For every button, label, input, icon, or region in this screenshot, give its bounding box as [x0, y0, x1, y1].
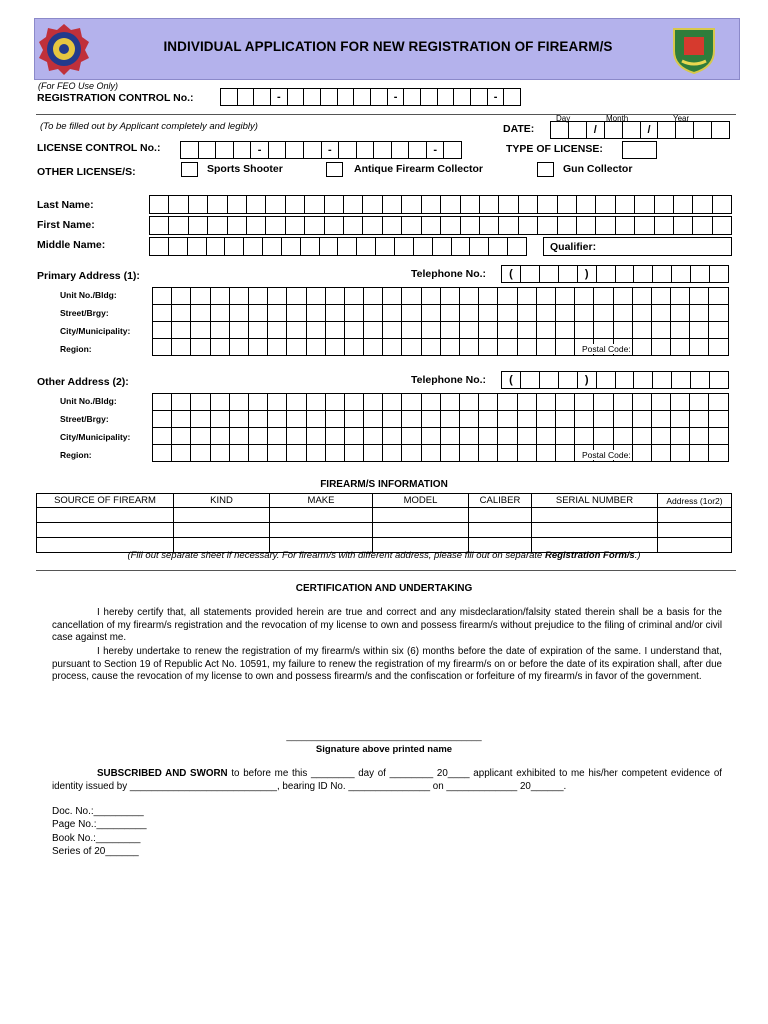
qualifier-field[interactable]: [543, 237, 732, 256]
book-no[interactable]: Book No.:________: [52, 832, 141, 844]
other-telephone-input[interactable]: ( ): [501, 371, 729, 389]
sworn-statement: SUBSCRIBED AND SWORN to before me this ________ day of ________ 20____ applicant exhibited to me his/her competent evidence of identity issued by ___________________________, bearing ID No. _______________ on _____________ 20______.: [52, 768, 722, 792]
notary-block: [52, 805, 147, 858]
signature-line[interactable]: _______________________________________: [286, 731, 482, 741]
other-city-label: City/Municipality:: [60, 432, 131, 442]
firearms-note: (Fill out separate sheet if necessary. For firearm/s with different address, please fill out on separate Registration Form/s.): [127, 550, 641, 561]
address-grid-row[interactable]: [153, 428, 729, 445]
primary-telephone-input[interactable]: ( ): [501, 265, 729, 283]
primary-address-grid[interactable]: [152, 287, 729, 356]
firearms-section-title: FIREARM/S INFORMATION: [320, 479, 448, 490]
address-grid-row[interactable]: [153, 445, 729, 462]
other-street-label: Street/Brgy:: [60, 414, 109, 424]
pnp-seal-icon: [38, 23, 90, 75]
last-name-input[interactable]: [149, 195, 732, 214]
primary-region-label: Region:: [60, 344, 92, 354]
license-control-label: LICENSE CONTROL No.:: [37, 142, 161, 154]
address-grid-row[interactable]: [153, 288, 729, 305]
primary-unit-label: Unit No./Bldg:: [60, 290, 117, 300]
divider: [36, 570, 736, 571]
other-region-label: Region:: [60, 450, 92, 460]
registration-control-input[interactable]: - - -: [220, 88, 521, 106]
qualifier-label: Qualifier:: [550, 241, 597, 253]
other-address-grid[interactable]: [152, 393, 729, 462]
col-address: Address (1or2): [658, 494, 732, 508]
antique-collector-checkbox[interactable]: [326, 162, 343, 177]
type-of-license-input[interactable]: [622, 141, 657, 159]
certification-paragraph-2: I hereby undertake to renew the registration of my firearm/s within six (6) months before the date of expiration of the same. I understand that, pursuant to Section 19 of Republic Act No. 10591, my failure to renew the registration of my firearm/s on or before the date of its expiration shall, after due process, cause the revocation of my license to own and possess firearm/s and the confiscation or forfeiture of my firearm/s in favor of the government.: [52, 646, 722, 683]
col-make: MAKE: [270, 494, 373, 508]
primary-address-label: Primary Address (1):: [37, 270, 140, 282]
first-name-label: First Name:: [37, 219, 95, 231]
middle-name-label: Middle Name:: [37, 239, 106, 251]
table-row[interactable]: [37, 508, 732, 523]
applicant-note: (To be filled out by Applicant completely and legibly): [40, 121, 258, 132]
sports-shooter-label: Sports Shooter: [207, 163, 283, 175]
license-control-input[interactable]: - - -: [180, 141, 462, 159]
other-telephone-label: Telephone No.:: [411, 374, 487, 386]
series-no[interactable]: Series of 20______: [52, 845, 139, 857]
address-grid-row[interactable]: [153, 322, 729, 339]
divider: [36, 114, 736, 115]
page-no[interactable]: Page No.:_________: [52, 819, 147, 831]
doc-no[interactable]: Doc. No.:_________: [52, 806, 144, 817]
registration-control-label: REGISTRATION CONTROL No.:: [37, 92, 194, 104]
table-row[interactable]: [37, 523, 732, 538]
other-licenses-label: OTHER LICENSE/S:: [37, 166, 136, 178]
type-of-license-label: TYPE OF LICENSE:: [506, 143, 603, 155]
primary-street-label: Street/Brgy:: [60, 308, 109, 318]
month-label: Month: [606, 114, 629, 123]
form-title: INDIVIDUAL APPLICATION FOR NEW REGISTRATION OF FIREARM/S: [163, 39, 613, 54]
primary-telephone-label: Telephone No.:: [411, 268, 487, 280]
firearms-table: [36, 493, 732, 553]
certification-paragraph-1: I hereby certify that, all statements provided herein are true and correct and any misdeclaration/falsity stated therein shall be a basis for the cancellation of my firearm/s registration and the revocation of my license to own and possess firearm/s without prejudice to the filing of criminal and/or civil case against me.: [52, 607, 722, 644]
last-name-label: Last Name:: [37, 199, 94, 211]
col-kind: KIND: [174, 494, 270, 508]
middle-name-input[interactable]: [149, 237, 527, 256]
address-grid-row[interactable]: [153, 411, 729, 428]
col-serial: SERIAL NUMBER: [532, 494, 658, 508]
other-unit-label: Unit No./Bldg:: [60, 396, 117, 406]
other-address-label: Other Address (2):: [37, 376, 129, 388]
certification-title: CERTIFICATION AND UNDERTAKING: [295, 583, 473, 594]
primary-city-label: City/Municipality:: [60, 326, 131, 336]
col-caliber: CALIBER: [469, 494, 532, 508]
year-label: Year: [673, 114, 690, 123]
date-label: DATE:: [503, 123, 535, 135]
primary-postal-label: Postal Code:: [582, 344, 631, 354]
form-header: [34, 18, 740, 80]
other-postal-label: Postal Code:: [582, 450, 631, 460]
day-label: Day: [556, 114, 571, 123]
sports-shooter-checkbox[interactable]: [181, 162, 198, 177]
date-input[interactable]: / /: [550, 121, 730, 139]
feo-shield-icon: [668, 23, 720, 75]
gun-collector-label: Gun Collector: [563, 163, 633, 175]
col-source: SOURCE OF FIREARM: [37, 494, 174, 508]
address-grid-row[interactable]: [153, 394, 729, 411]
antique-collector-label: Antique Firearm Collector: [354, 163, 483, 175]
col-model: MODEL: [373, 494, 469, 508]
address-grid-row[interactable]: [153, 305, 729, 322]
gun-collector-checkbox[interactable]: [537, 162, 554, 177]
address-grid-row[interactable]: [153, 339, 729, 356]
feo-note: (For FEO Use Only): [38, 81, 119, 91]
first-name-input[interactable]: [149, 216, 732, 235]
signature-label: Signature above printed name: [315, 744, 453, 755]
